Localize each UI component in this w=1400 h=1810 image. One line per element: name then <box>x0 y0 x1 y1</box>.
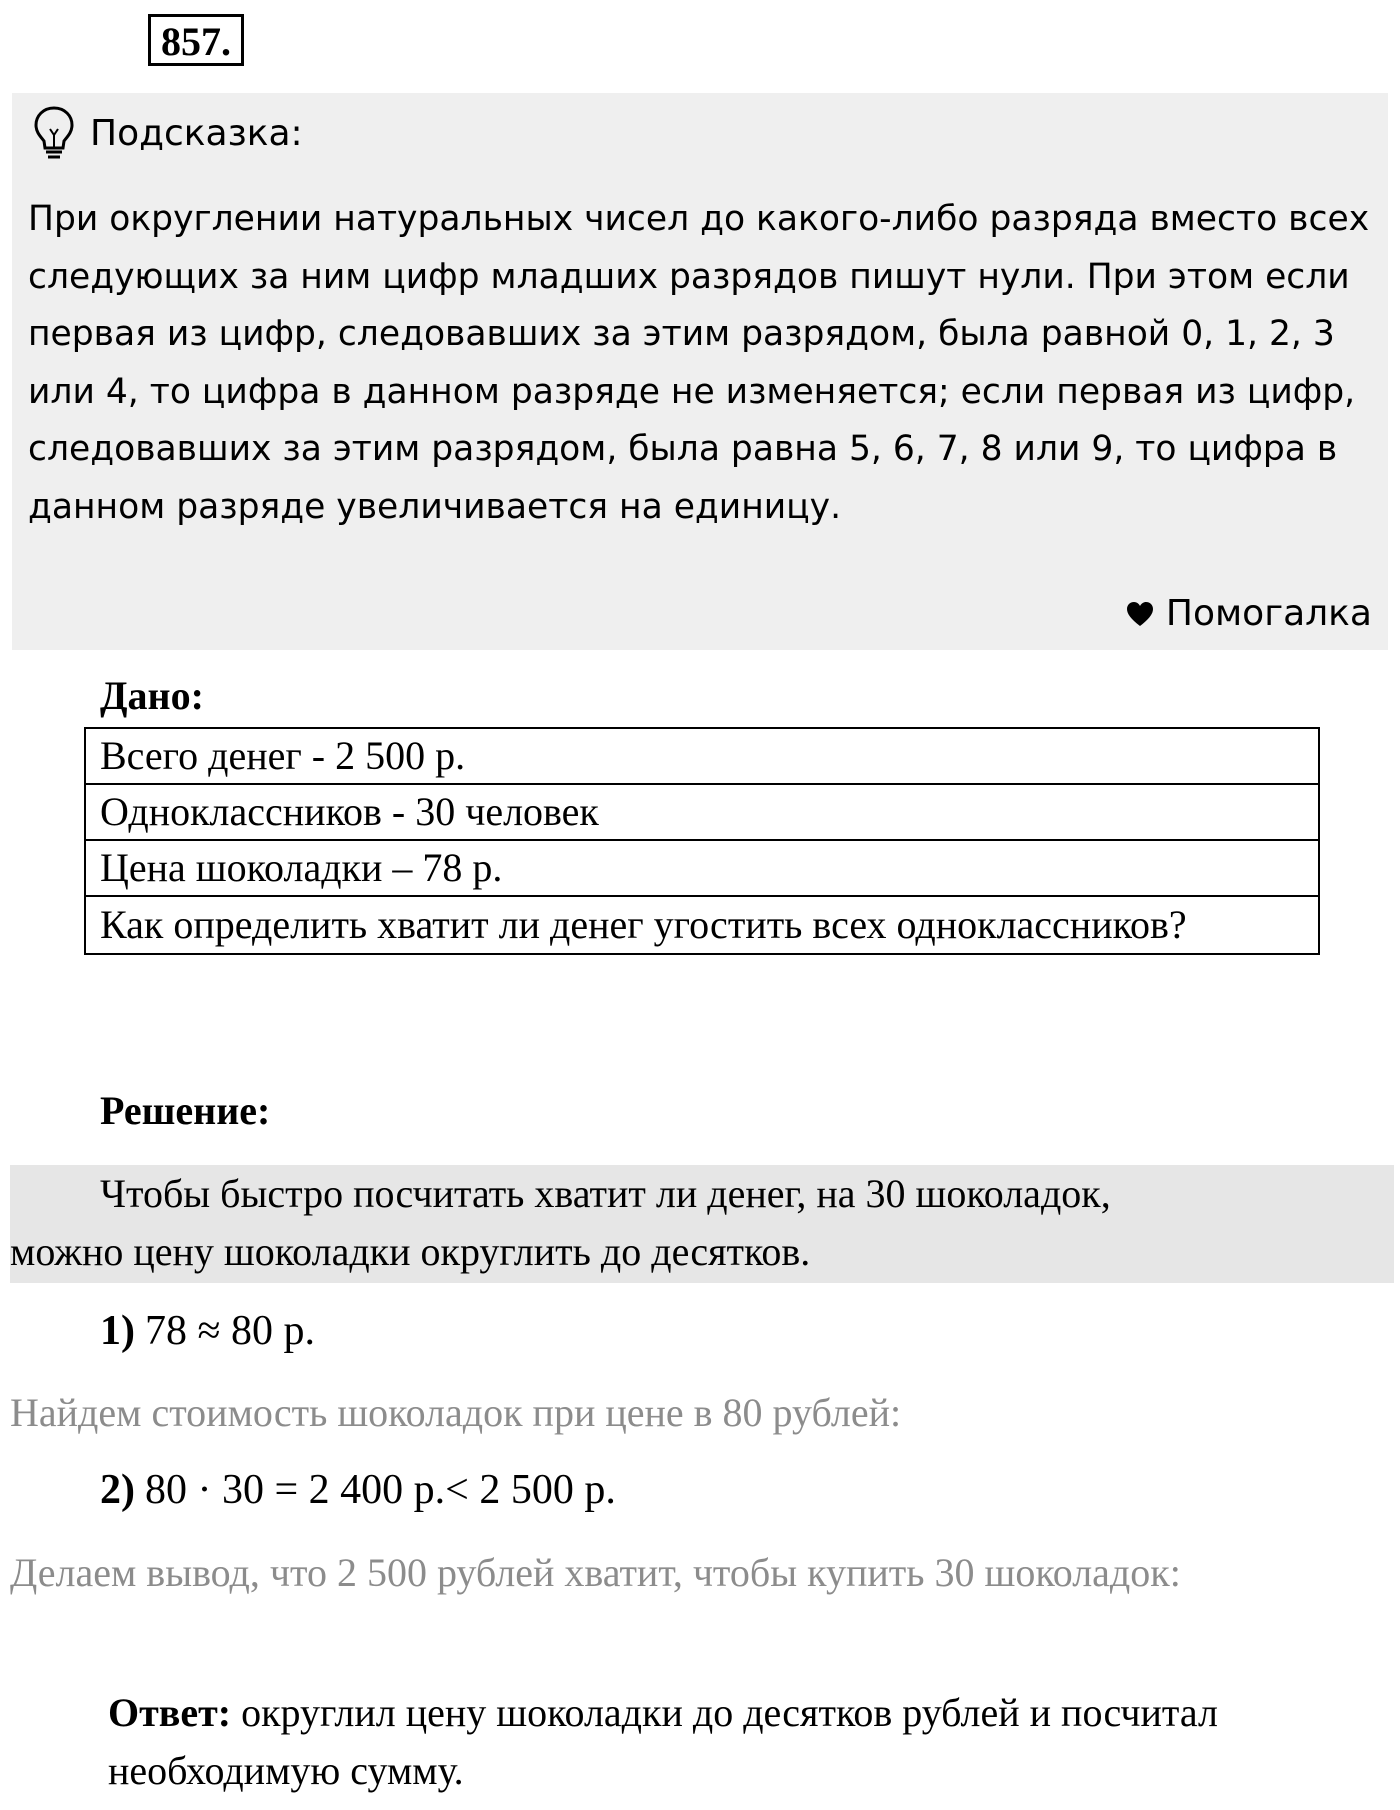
problem-number: 857. <box>148 14 244 66</box>
given-row: Как определить хватит ли денег угостить всех одноклассников? <box>100 902 1187 947</box>
answer-label: Ответ: <box>108 1690 232 1735</box>
solution-intro-line: Чтобы быстро посчитать хватит ли денег, на 30 шоколадок, <box>100 1171 1111 1216</box>
solution-intro <box>10 1165 1394 1283</box>
answer-text: округлил цену шоколадки до десятков рублей и посчитал необходимую сумму. <box>108 1690 1218 1793</box>
hint-box <box>12 93 1388 650</box>
solution-title: Решение: <box>100 1088 271 1133</box>
brand-label: Помогалка <box>1165 593 1372 634</box>
lightbulb-icon <box>32 105 76 161</box>
hint-header <box>32 103 303 163</box>
given-row: Цена шоколадки – 78 р. <box>86 841 1318 897</box>
hint-text: При округлении натуральных чисел до какого-либо разряда вместо всех следующих за ним цифр младших разрядов пишут нули. При этом если первая из цифр, следовавших за этим разрядом, была равной 0, 1, 2, 3 или 4, то цифра в данном разряде не изменяется; если первая из цифр, следовавших за этим разрядом, была равна 5, 6, 7, 8 или 9, то цифра в данном разряде увеличивается на единицу. <box>28 199 1370 527</box>
step-number: 2) <box>100 1467 135 1513</box>
solution-comment: Найдем стоимость шоколадок при цене в 80 рублей: <box>10 1390 902 1435</box>
solution-comment: Делаем вывод, что 2 500 рублей хватит, чтобы купить 30 шоколадок: <box>10 1550 1181 1595</box>
heart-icon <box>1126 601 1154 627</box>
hint-title: Подсказка: <box>90 112 303 154</box>
step-expression: 78 ≈ 80 р. <box>145 1308 316 1354</box>
step-number: 1) <box>100 1308 135 1354</box>
step-expression: 80 · 30 = 2 400 р.< 2 500 р. <box>145 1467 616 1513</box>
given-title: Дано: <box>100 673 204 718</box>
given-row: Всего денег - 2 500 р. <box>86 729 1318 785</box>
given-table <box>84 727 1320 955</box>
answer <box>108 1684 1308 1800</box>
hint-brand <box>1126 593 1372 634</box>
solution-step <box>100 1466 616 1514</box>
given-row: Одноклассников - 30 человек <box>86 785 1318 841</box>
solution-intro-line: можно цену шоколадки округлить до десятков. <box>10 1229 811 1274</box>
solution-step <box>100 1307 315 1355</box>
